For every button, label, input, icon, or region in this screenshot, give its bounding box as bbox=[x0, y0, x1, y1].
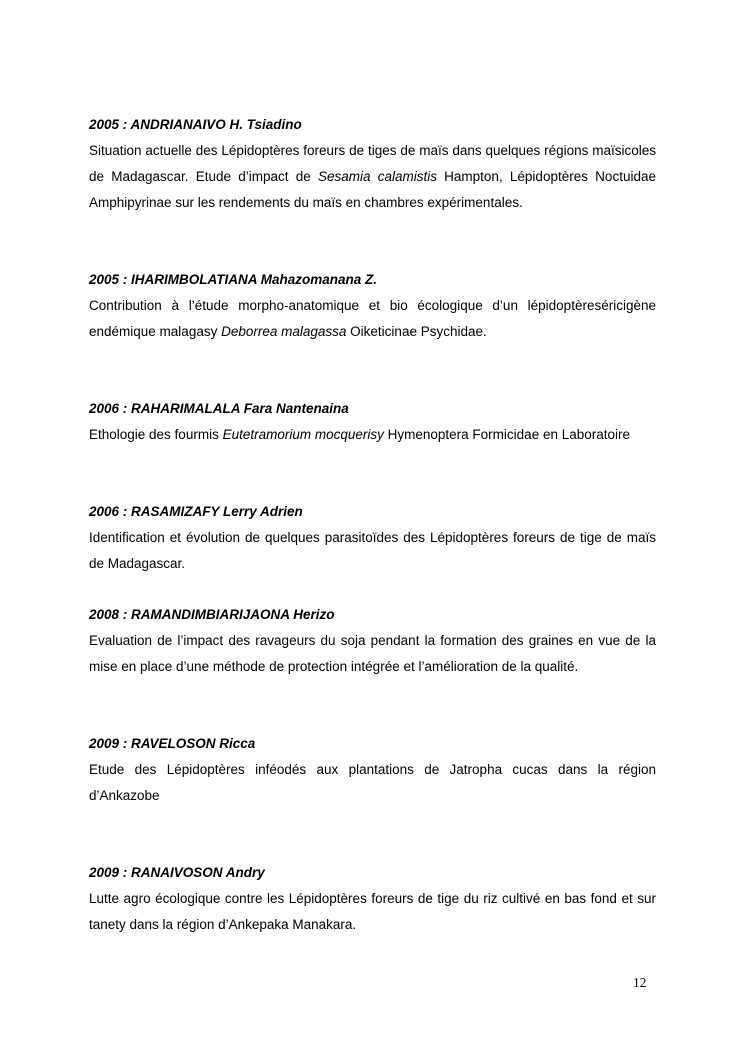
entry-heading: 2006 : RASAMIZAFY Lerry Adrien bbox=[89, 504, 303, 519]
entry-body-text: Oiketicinae Psychidae. bbox=[346, 324, 487, 339]
entry-rasamizafy bbox=[89, 499, 656, 577]
entry-body bbox=[89, 628, 656, 680]
entry-heading: 2006 : RAHARIMALALA Fara Nantenaina bbox=[89, 401, 349, 416]
entry-body-text: Lutte agro écologique contre les Lépidoptères foreurs de tige du riz cultivé en bas fond et sur tanety dans la région d’Ankepaka Manakara. bbox=[89, 891, 656, 932]
entry-body-text: Ethologie des fourmis bbox=[89, 427, 223, 442]
entry-body-text: Evaluation de l’impact des ravageurs du soja pendant la formation des graines en vue de la mise en place d’une méthode de protection intégrée et l’amélioration de la qualité. bbox=[89, 633, 656, 674]
entry-heading: 2009 : RANAIVOSON Andry bbox=[89, 865, 265, 880]
entry-andrianaivo bbox=[89, 112, 656, 216]
entry-body-text: Etude des Lépidoptères inféodés aux plantations de Jatropha cucas dans la région d’Ankazobe bbox=[89, 762, 656, 803]
entry-body bbox=[89, 525, 656, 577]
entry-ramandimbiarijaona bbox=[89, 602, 656, 680]
entry-heading: 2009 : RAVELOSON Ricca bbox=[89, 736, 256, 751]
entry-heading: 2008 : RAMANDIMBIARIJAONA Herizo bbox=[89, 607, 335, 622]
entry-body-text: Contribution à l’étude morpho-anatomique et bio écologique d’un lépidoptèreséricigène endémique malagasy bbox=[89, 298, 656, 339]
entry-body-species: Deborrea malagassa bbox=[221, 324, 347, 339]
entry-body bbox=[89, 757, 656, 809]
entry-iharimbolatiana bbox=[89, 267, 656, 345]
entry-body-text: Hymenoptera Formicidae en Laboratoire bbox=[383, 427, 631, 442]
entry-raveloson bbox=[89, 731, 656, 809]
entry-body-text: Situation actuelle des Lépidoptères foreurs de tiges de maïs dans quelques régions maïsicoles de Madagascar. Etude d’impact de bbox=[89, 143, 656, 184]
entry-body bbox=[89, 293, 656, 345]
entry-heading: 2005 : IHARIMBOLATIANA Mahazomanana Z. bbox=[89, 272, 378, 287]
entry-body-text: Identification et évolution de quelques parasitoïdes des Lépidoptères foreurs de tige de maïs de Madagascar. bbox=[89, 530, 656, 571]
entry-body-text: Hampton, Lépidoptères Noctuidae Amphipyrinae sur les rendements du maïs en chambres expérimentales. bbox=[89, 169, 656, 210]
entry-raharimalala bbox=[89, 396, 656, 448]
entry-body bbox=[89, 422, 644, 448]
entry-ranaivoson bbox=[89, 860, 656, 938]
entry-body-species: Sesamia calamistis bbox=[317, 169, 437, 184]
entry-body bbox=[89, 886, 656, 938]
entry-body-species: Eutetramorium mocquerisy bbox=[222, 427, 384, 442]
page-number: 12 bbox=[633, 975, 647, 990]
entry-heading: 2005 : ANDRIANAIVO H. Tsiadino bbox=[89, 117, 302, 132]
entry-body bbox=[89, 138, 656, 216]
